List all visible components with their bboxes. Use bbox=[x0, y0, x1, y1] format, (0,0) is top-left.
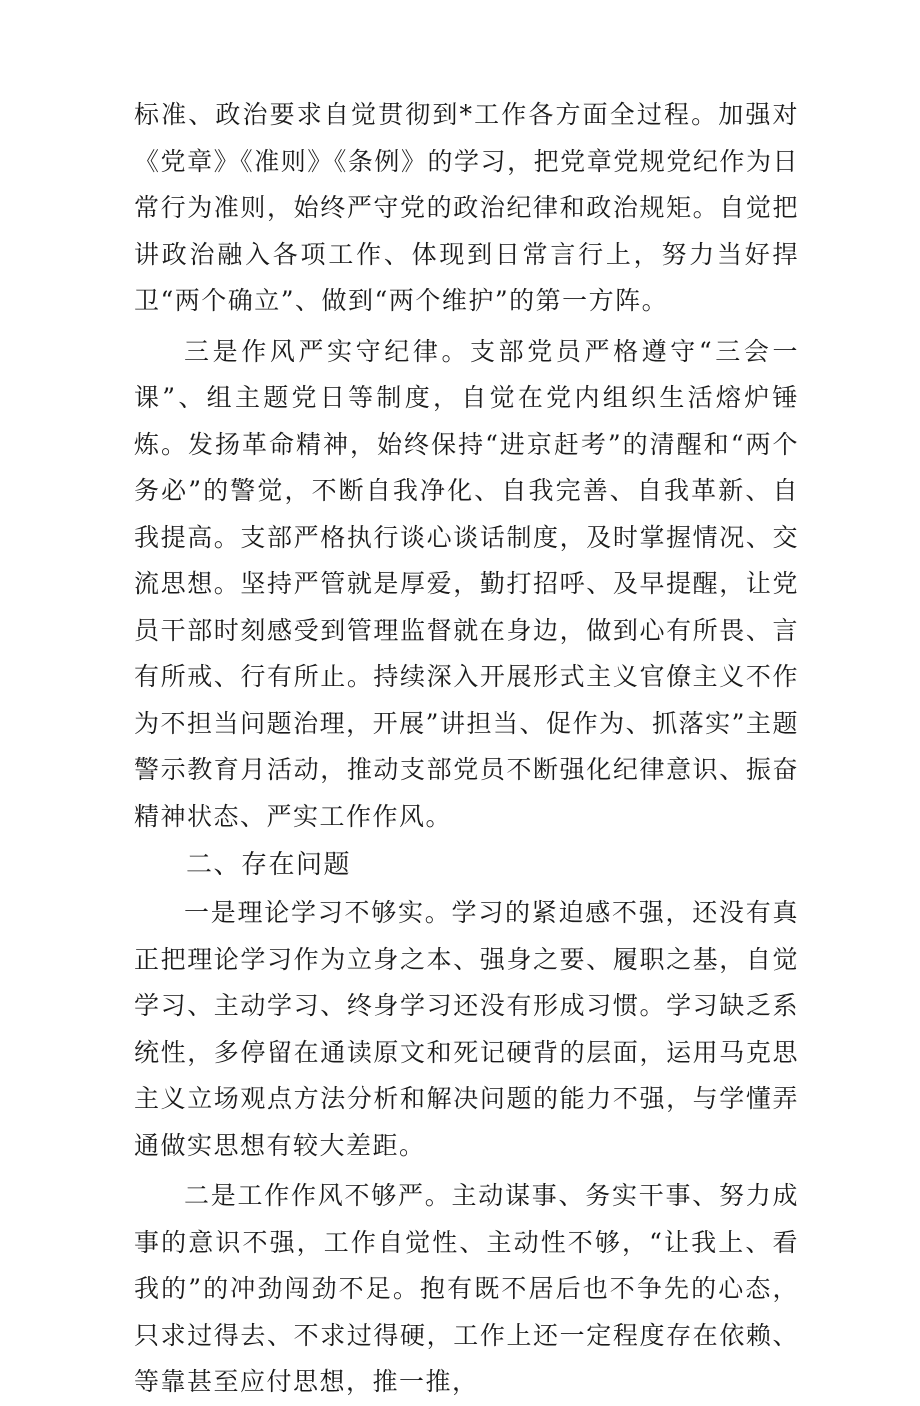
document-body bbox=[134, 92, 799, 1406]
paragraph-issue-one: 一是理论学习不够实。学习的紧迫感不强，还没有真正把理论学习作为立身之本、强身之要、履职之基，自觉学习、主动学习、终身学习还没有形成习惯。学习缺乏系统性，多停留在通读原文和死记硬背的层面，运用马克思主义立场观点方法分析和解决问题的能力不强，与学懂弄通做实思想有较大差距。 bbox=[134, 898, 799, 1160]
paragraph-third-point: 三是作风严实守纪律。支部党员严格遵守“三会一课”、组主题党日等制度，自觉在党内组织生活熔炉锤炼。发扬革命精神，始终保持“进京赶考”的清醒和“两个务必”的警觉，不断自我净化、自我完善、自我革新、自我提高。支部严格执行谈心谈话制度，及时掌握情况、交流思想。坚持严管就是厚爱，勤打招呼、及早提醒，让党员干部时刻感受到管理监督就在身边，做到心有所畏、言有所戒、行有所止。持续深入开展形式主义官僚主义不作为不担当问题治理，开展”讲担当、促作为、抓落实”主题警示教育月活动，推动支部党员不断强化纪律意识、振奋精神状态、严实工作作风。 bbox=[134, 336, 799, 831]
paragraph-continuation: 标准、政治要求自觉贯彻到*工作各方面全过程。加强对《党章》《准则》《条例》的学习，把党章党规党纪作为日常行为准则，始终严守党的政治纪律和政治规矩。自觉把讲政治融入各项工作、体现到日常言行上，努力当好捍卫“两个确立”、做到“两个维护”的第一方阵。 bbox=[134, 100, 799, 315]
paragraph-issue-two: 二是工作作风不够严。主动谋事、务实干事、努力成事的意识不强，工作自觉性、主动性不够，“让我上、看我的”的冲劲闯劲不足。抱有既不居后也不争先的心态，只求过得去、不求过得硬，工作上还一定程度存在依赖、等靠甚至应付思想，推一推， bbox=[134, 1181, 799, 1396]
section-heading-problems: 二、存在问题 bbox=[186, 850, 352, 880]
